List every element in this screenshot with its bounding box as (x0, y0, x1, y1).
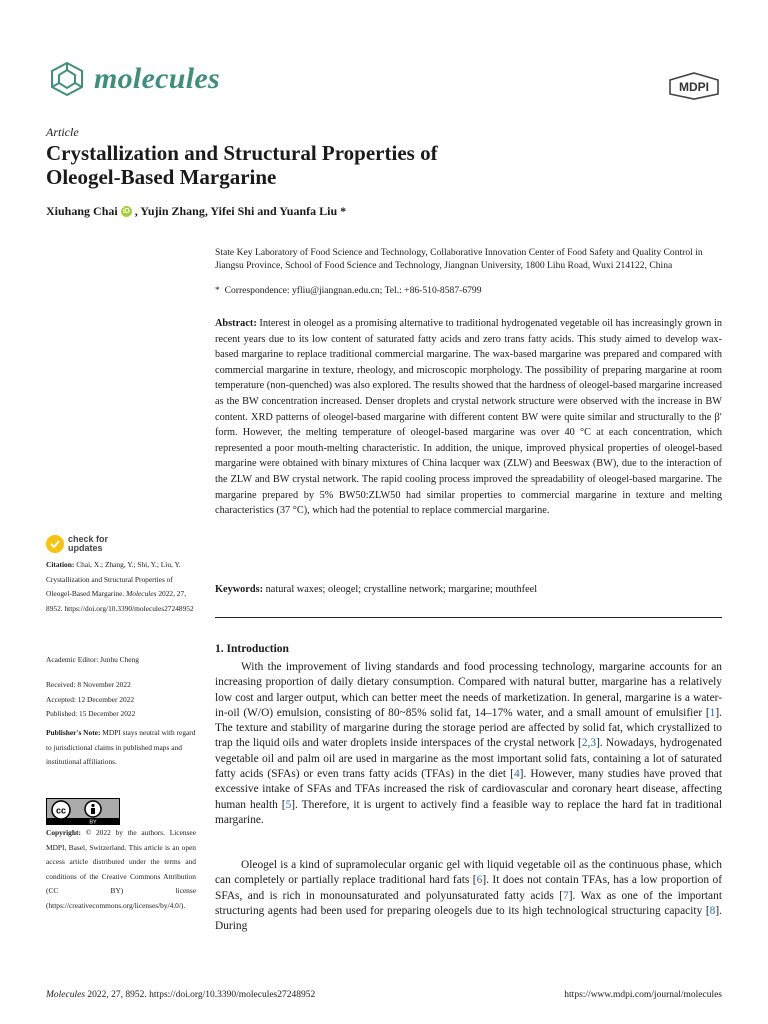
article-title (46, 141, 606, 189)
author-list (46, 204, 346, 219)
abstract-label: Abstract: (215, 318, 257, 329)
journal-name: molecules (94, 62, 221, 95)
cc-by-license-badge[interactable] (46, 798, 120, 825)
title-line-1: Crystallization and Structural Properties of (46, 141, 438, 165)
citation-text: Chai, X.; Zhang, Y.; Shi, Y.; Liu, Y. Crystallization and Structural Properties of Oleogel-Based Margarine. (46, 560, 181, 599)
author-first[interactable]: Xiuhang Chai (46, 204, 118, 218)
molecules-logo-icon (46, 60, 88, 98)
publisher-note (46, 726, 196, 770)
reference-link[interactable]: 8 (709, 904, 716, 917)
published-date: Published: 15 December 2022 (46, 709, 136, 719)
copyright-text: © 2022 by the authors. Licensee MDPI, Basel, Switzerland. This article is an open access article distributed under the terms and conditions of the Creative Commons Attribution (CC BY) license (https://creativecommons.org/licenses/by/4.0/). (46, 828, 196, 910)
section-divider (215, 617, 722, 618)
text-run: ]. The texture and stability of margarine during the storage period are affected by solid fat, which crystallized to trap the liquid oils and water droplets inside interspaces of the crystal network [ (215, 706, 722, 750)
text-run: ]. Wax as one of the important structuring agents had been used for preparing oleogels due to its high technological structuring capacity [ (215, 889, 722, 917)
citation-label: Citation: (46, 560, 75, 569)
mdpi-logo-text: MDPI (679, 80, 709, 94)
keywords-text: natural waxes; oleogel; crystalline network; margarine; mouthfeel (265, 584, 538, 595)
academic-editor: Academic Editor: Junhu Cheng (46, 655, 139, 664)
text-run: ]. Therefore, it is urgent to actively find a feasible way to replace the hard fat in traditional margarine. (215, 798, 722, 826)
reference-link[interactable]: 7 (563, 889, 569, 902)
check-updates-icon (46, 535, 64, 553)
check-for-updates-button[interactable] (46, 535, 108, 553)
abstract (215, 316, 722, 519)
text-run: ]. However, many studies have proved that excessive intake of SFAs and TFAs increased the risk of cardiovascular and coronary heart disease, affecting human health [ (215, 768, 722, 811)
citation-doi[interactable]: 2022, 27, 8952. https://doi.org/10.3390/molecules27248952 (46, 589, 194, 613)
check-updates-line-2: updates (68, 543, 103, 553)
keywords (215, 584, 722, 595)
text-run: ]. During (215, 904, 722, 933)
reference-link[interactable]: 2,3 (581, 737, 597, 750)
citation-journal: Molecules (126, 589, 157, 599)
copyright-label: Copyright: (46, 828, 81, 837)
footer-doi[interactable]: 2022, 27, 8952. https://doi.org/10.3390/molecules27248952 (85, 990, 316, 1000)
check-updates-line-1: check for (68, 534, 109, 544)
journal-logo[interactable] (46, 60, 220, 98)
title-line-2: Oleogel-Based Margarine (46, 165, 277, 189)
footer-journal-url[interactable]: https://www.mdpi.com/journal/molecules (564, 990, 722, 1000)
keywords-label: Keywords: (215, 584, 264, 595)
publication-dates (46, 678, 196, 722)
copyright-notice (46, 826, 196, 914)
received-date: Received: 8 November 2022 (46, 680, 131, 689)
intro-paragraph-1 (215, 660, 722, 828)
text-run: With the improvement of living standards and food processing technology, margarine accounts for an increasing proportion of daily dietary consumption. Compared with natural butter, margarine has a relatively low cost and larger output, which can better meet the needs of marketization. In general, margarine is a water-in-oil (W/O) emulsion, consisting of 80~85% solid fat, 14–17% water, and a small amount of emulsifier [ (215, 661, 722, 719)
citation-block (46, 558, 196, 616)
mdpi-logo[interactable] (668, 72, 720, 105)
abstract-text: Interest in oleogel as a promising alternative to traditional hydrogenated vegetable oil has increasingly grown in recent years due to its low content of saturated fatty acids and zero trans fatty acids. This study aimed to develop wax-based margarine to replace traditional commercial margarine. The wax-based margarine was prepared and compared with commercial margarine in texture, rheology, and microscopic morphology. The possibility of preparing margarine at room temperature (non-quenched) was also explored. The results showed that the hardness of oleogel-based margarine increased as the BW concentration increased. Denser droplets and crystal network structure were observed with the increase in BW content. XRD patterns of oleogel-based margarine with different content BW were quite similar and structurally to the β′ form. However, the melting temperature of oleogel-based margarine was over 40 °C at each concentration, which represented a poor mouth-melting characteristic. In addition, the unique, improved physical properties of oleogel-based margarine were obtained with binary mixtures of China lacquer wax (ZLW) and Beeswax (BW), due to the interaction of the ZLW and BW crystal network. The rapid cooling process improved the spreadability of oleogel-based margarine. The margarine prepared by 5% BW50:ZLW50 had similar properties to commercial margarine in texture and melting characteristics (37 °C), which had the potential to replace commercial margarine. (215, 318, 723, 517)
publisher-note-label: Publisher's Note: (46, 728, 101, 737)
intro-heading: 1. Introduction (215, 643, 289, 655)
cc-by-text: BY (89, 819, 97, 824)
text-run: ]. Nowadays, hydrogenated vegetable oil and palm oil are used in margarine as the most important solid fats, containing a lot of saturated fatty acids (SFAs) or even trans fatty acids (TFAs) in the diet [ (215, 737, 722, 781)
publisher-note-text: MDPI stays neutral with regard to jurisdictional claims in published maps and institutional affiliations. (46, 728, 196, 767)
orcid-icon[interactable]: iD (122, 208, 130, 215)
correspondence[interactable]: * Correspondence: yfliu@jiangnan.edu.cn; Tel.: +86-510-8587-6799 (215, 285, 482, 296)
intro-paragraph-2 (215, 858, 722, 934)
article-type: Article (46, 125, 79, 139)
author-rest[interactable]: , Yujin Zhang, Yifei Shi and Yuanfa Liu * (134, 204, 347, 218)
reference-link[interactable]: 5 (285, 798, 292, 811)
text-run: ]. It does not contain TFAs, has a low proportion of SFAs, and is rich in monounsaturated and polyunsaturated fatty acids [ (215, 874, 722, 902)
accepted-date: Accepted: 12 December 2022 (46, 694, 135, 704)
svg-text:cc: cc (55, 805, 67, 816)
footer-citation (46, 990, 315, 1000)
text-run: Oleogel is a kind of supramolecular organic gel with liquid vegetable oil as the continuous phase, which can completely or partially replace traditional hard fats [ (215, 859, 722, 887)
affiliation: State Key Laboratory of Food Science and Technology, Collaborative Innovation Center of Food Safety and Quality Control in Jiangsu Province, School of Food Science and Technology, Jiangnan University, 1800 Lihu Road, Wuxi 214122, China (215, 247, 703, 272)
reference-link[interactable]: 6 (476, 874, 483, 887)
reference-link[interactable]: 4 (513, 768, 520, 781)
check-updates-label (68, 535, 108, 553)
reference-link[interactable]: 1 (709, 706, 716, 719)
footer-journal: Molecules (46, 990, 86, 1000)
